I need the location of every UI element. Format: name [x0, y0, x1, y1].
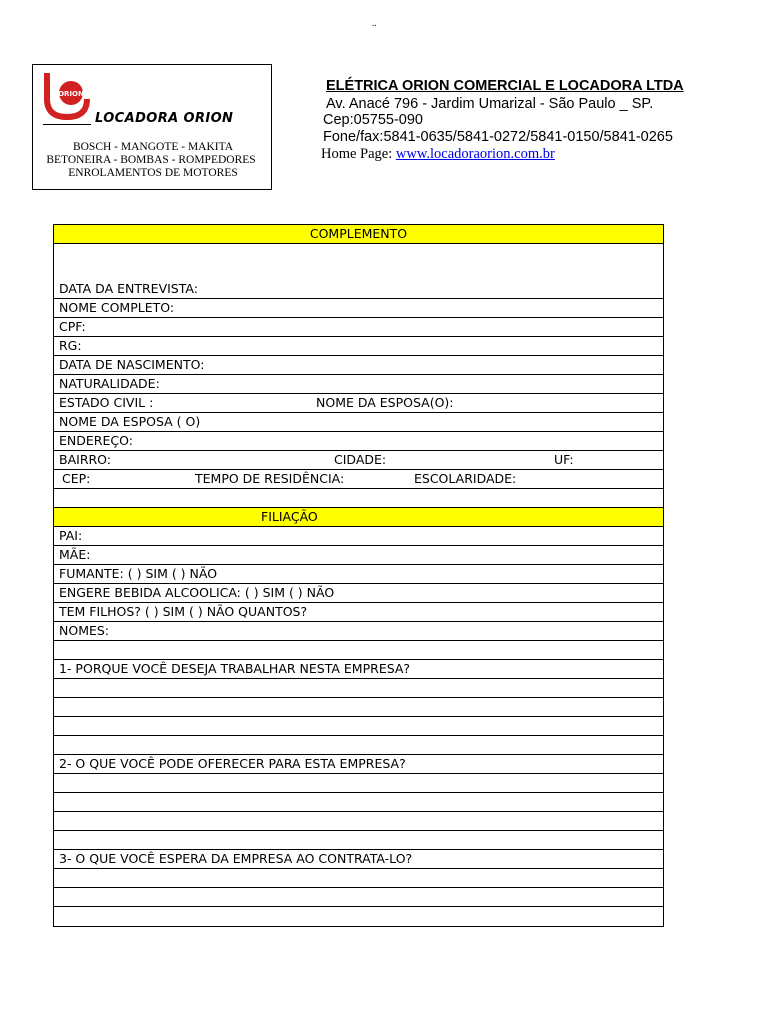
row-nome-completo[interactable] [54, 299, 663, 318]
row-nomes[interactable] [54, 622, 663, 641]
row-question-1[interactable] [54, 660, 663, 679]
answer-line[interactable] [54, 736, 663, 755]
question-2: 2- O QUE VOCÊ PODE OFERECER PARA ESTA EMPRESA? [59, 756, 406, 771]
label-escolaridade: ESCOLARIDADE: [414, 471, 517, 486]
row-estado-civil[interactable] [54, 394, 663, 413]
answer-line[interactable] [54, 869, 663, 888]
label-mae: MÃE: [59, 547, 91, 562]
row-rg[interactable] [54, 337, 663, 356]
label-nomes: NOMES: [59, 623, 110, 638]
label-naturalidade: NATURALIDADE: [59, 376, 160, 391]
answer-line[interactable] [54, 907, 663, 926]
label-nome-esposa-o: NOME DA ESPOSA(O): [316, 395, 454, 410]
logo-underline [43, 124, 91, 125]
label-tempo-residencia: TEMPO DE RESIDÊNCIA: [195, 471, 345, 486]
orion-logo-icon [41, 69, 97, 125]
label-data-nascimento: DATA DE NASCIMENTO: [59, 357, 205, 372]
label-nome-esposa: NOME DA ESPOSA ( O) [59, 414, 201, 429]
row-filhos[interactable] [54, 603, 663, 622]
complemento-title: COMPLEMENTO [309, 226, 408, 241]
logo-box [32, 64, 272, 190]
label-cidade: CIDADE: [334, 452, 387, 467]
logo-line-1: BOSCH - MANGOTE - MAKITA [72, 141, 234, 153]
blank-row[interactable] [54, 489, 663, 508]
company-address: Av. Anacé 796 - Jardim Umarizal - São Paulo _ SP. [326, 96, 654, 112]
answer-line[interactable] [54, 888, 663, 907]
answer-line[interactable] [54, 812, 663, 831]
homepage-link[interactable]: www.locadoraorion.com.br [395, 146, 555, 162]
company-cep: Cep:05755-090 [323, 112, 423, 128]
label-bebida: ENGERE BEBIDA ALCOOLICA: ( ) SIM ( ) NÃO [59, 585, 335, 600]
filiacao-title: FILIAÇÃO [261, 509, 318, 524]
label-bairro: BAIRRO: [59, 452, 112, 467]
question-3: 3- O QUE VOCÊ ESPERA DA EMPRESA AO CONTRATA-LO? [59, 851, 413, 866]
logo-line-2: BETONEIRA - BOMBAS - ROMPEDORES [46, 154, 256, 166]
label-cpf: CPF: [59, 319, 86, 334]
row-pai[interactable] [54, 527, 663, 546]
section-header-filiacao [54, 508, 663, 527]
row-mae[interactable] [54, 546, 663, 565]
row-data-entrevista[interactable] [54, 244, 663, 299]
answer-line[interactable] [54, 793, 663, 812]
row-nome-esposa[interactable] [54, 413, 663, 432]
label-pai: PAI: [59, 528, 83, 543]
row-data-nascimento[interactable] [54, 356, 663, 375]
label-rg: RG: [59, 338, 82, 353]
label-endereco: ENDEREÇO: [59, 433, 133, 448]
logo-line-3: ENROLAMENTOS DE MOTORES [68, 167, 238, 179]
top-mark: .. [372, 18, 377, 28]
homepage-label: Home Page: [321, 146, 396, 162]
answer-line[interactable] [54, 717, 663, 736]
row-endereco[interactable] [54, 432, 663, 451]
answer-line[interactable] [54, 831, 663, 850]
row-bairro[interactable] [54, 451, 663, 470]
label-nome-completo: NOME COMPLETO: [59, 300, 175, 315]
row-naturalidade[interactable] [54, 375, 663, 394]
answer-line[interactable] [54, 698, 663, 717]
label-uf: UF: [554, 452, 574, 467]
answer-line[interactable] [54, 774, 663, 793]
label-estado-civil: ESTADO CIVIL : [59, 395, 154, 410]
label-data-entrevista: DATA DA ENTREVISTA: [59, 281, 198, 296]
label-fumante: FUMANTE: ( ) SIM ( ) NÃO [59, 566, 218, 581]
logo-badge-text: ORION [58, 90, 84, 98]
label-cep: CEP: [62, 471, 91, 486]
row-question-2[interactable] [54, 755, 663, 774]
interview-form [53, 224, 664, 927]
company-phones: Fone/fax:5841-0635/5841-0272/5841-0150/5841-0265 [323, 129, 673, 145]
row-question-3[interactable] [54, 850, 663, 869]
row-fumante[interactable] [54, 565, 663, 584]
row-bebida[interactable] [54, 584, 663, 603]
row-cep[interactable] [54, 470, 663, 489]
question-1: 1- PORQUE VOCÊ DESEJA TRABALHAR NESTA EMPRESA? [59, 661, 411, 676]
row-cpf[interactable] [54, 318, 663, 337]
section-header-complemento [54, 225, 663, 244]
label-filhos: TEM FILHOS? ( ) SIM ( ) NÃO QUANTOS? [59, 604, 308, 619]
company-homepage [321, 146, 555, 163]
blank-row[interactable] [54, 641, 663, 660]
logo-brand: LOCADORA ORION [95, 111, 234, 126]
answer-line[interactable] [54, 679, 663, 698]
company-name: ELÉTRICA ORION COMERCIAL E LOCADORA LTDA [326, 78, 684, 94]
